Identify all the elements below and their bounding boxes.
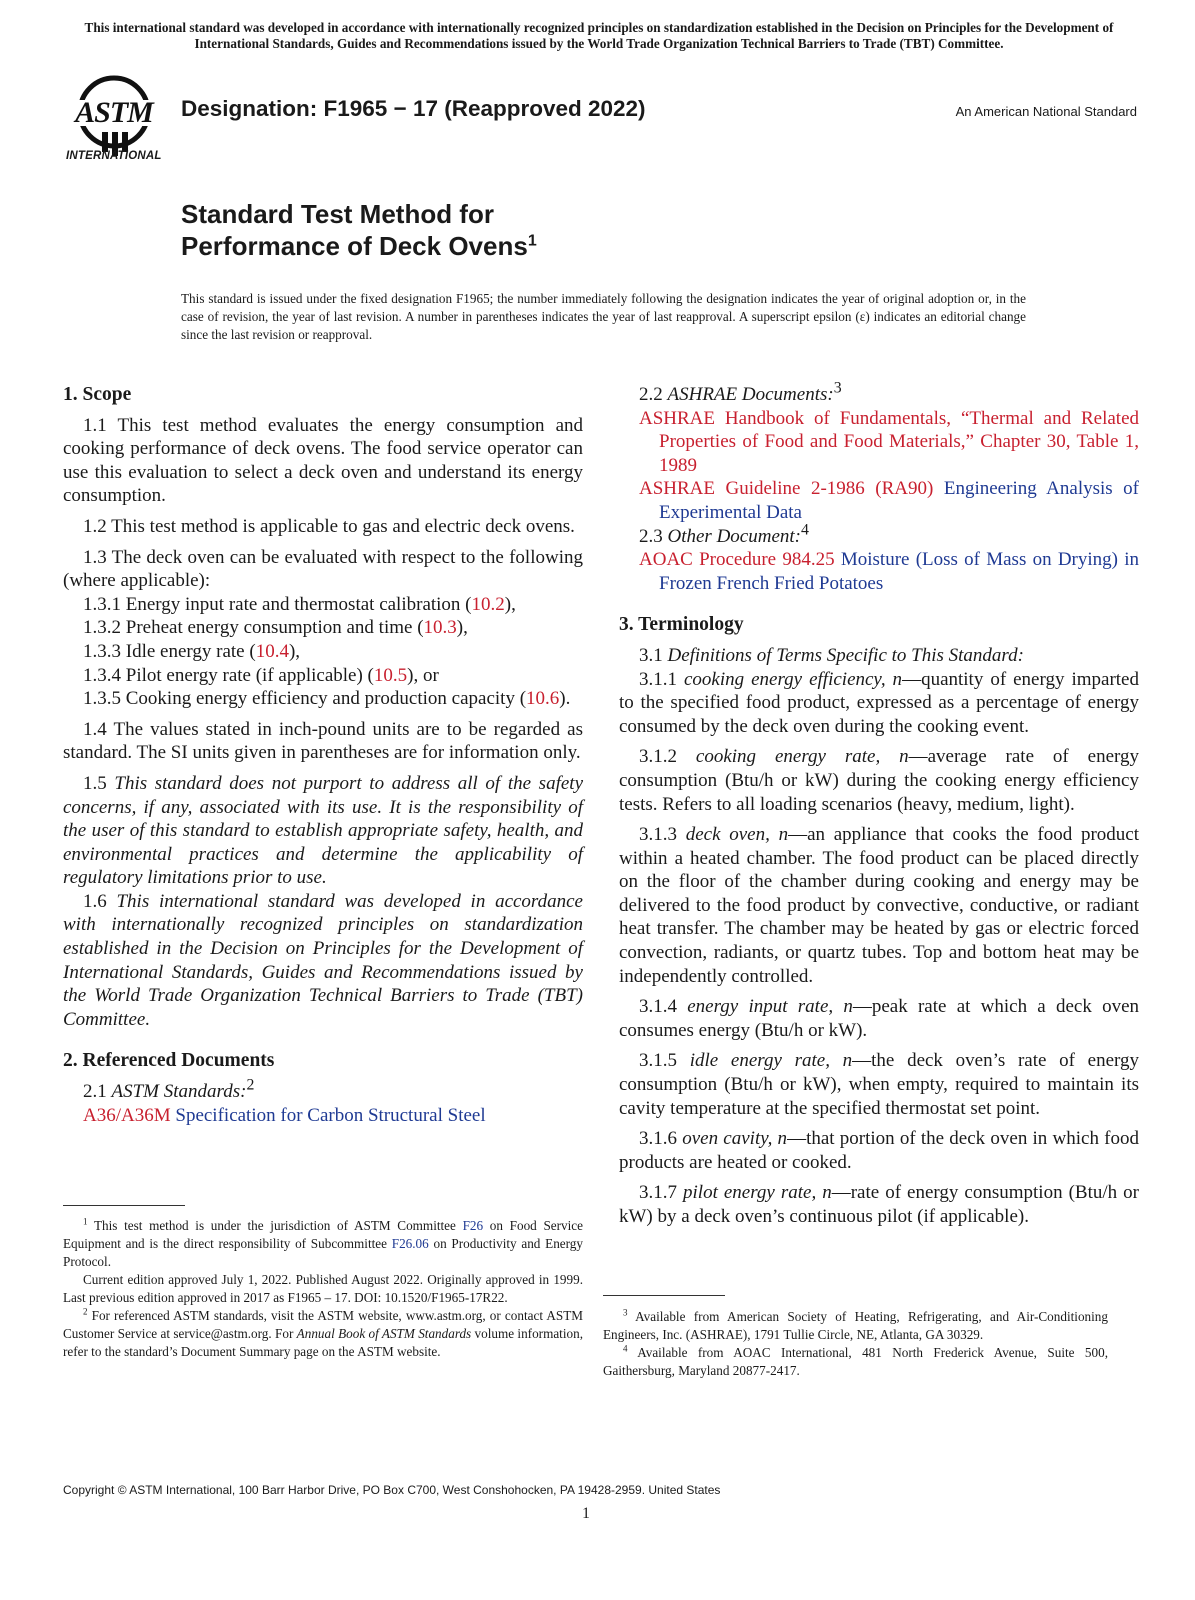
term-number: 3.1.3: [639, 824, 677, 846]
xref-link[interactable]: 10.6: [526, 688, 560, 710]
para-1-1: 1.1 This test method evaluates the energy consumption and cooking performance of deck ovens. The food service operator can use this evaluation to select a deck oven and understand its energy consumption.: [63, 414, 583, 507]
astm-standards-label: [63, 1076, 583, 1104]
list-item: [63, 664, 583, 688]
item-text: 1.3.4 Pilot energy rate (if applicable) (: [83, 664, 374, 686]
list-item: [63, 593, 583, 617]
para-1-2: 1.2 This test method is applicable to gas and electric deck ovens.: [83, 515, 575, 537]
term-definition: [619, 668, 1139, 739]
term-number: 3.1.4: [639, 996, 677, 1018]
footnote-ref[interactable]: 3: [833, 379, 842, 397]
term-name: energy input rate, n: [687, 996, 853, 1018]
item-end: ), or: [407, 664, 439, 686]
list-item: [63, 687, 583, 711]
para-1-5-text: This standard does not purport to address all of the safety concerns, if any, associated with its use. It is the responsibility of the user of this standard to establish appropriate safety, health, and environmental practices and determine the applicability of regulatory limitations prior to use.: [63, 772, 583, 889]
list-item: [63, 640, 583, 664]
astm-reference: [63, 1104, 583, 1128]
term-text: —an appliance that cooks the food product within a heated chamber. The food product can be placed directly on the floor of the chamber during cooking and energy may be delivered to the food product by convective, conductive, or radiant heat transfer. The chamber may be heated by gas or electric forced convection, radiants, or quartz tubes. Top and bottom heat may be independently controlled.: [619, 824, 1139, 987]
footnote-4: [603, 1344, 1108, 1380]
xref-link[interactable]: 10.4: [255, 640, 289, 662]
term-name: oven cavity, n: [682, 1128, 788, 1150]
term-text: —quantity of energy imparted to the specified food product, expressed as a percentage of energy consumed by the deck oven during the cooking event.: [619, 668, 1139, 737]
section-referenced-heading: 2. Referenced Documents: [63, 1050, 275, 1072]
footnote-number: 1: [83, 1216, 88, 1227]
ashrae-reference-1[interactable]: ASHRAE Handbook of Fundamentals, “Thermal and Related Properties of Food and Food Materials,” Chapter 30, Table 1, 1989: [639, 407, 1139, 476]
label-text: Other Document:: [667, 525, 801, 547]
right-column: [619, 379, 1140, 1229]
ref-title-link[interactable]: Moisture (Loss of Mass on Drying) in Frozen French Fried Potatoes: [659, 549, 1140, 594]
ref-code-link[interactable]: AOAC Procedure 984.25: [639, 549, 835, 571]
fn-italic: Annual Book of ASTM Standards: [296, 1326, 472, 1341]
item-text: 1.3.5 Cooking energy efficiency and production capacity (: [83, 688, 527, 710]
aoac-reference: [619, 548, 1139, 595]
term-name: cooking energy efficiency, n: [683, 668, 903, 690]
item-end: ),: [288, 640, 301, 662]
title-line-2-text: Performance of Deck Ovens: [181, 231, 528, 261]
term-text: —peak rate at which a deck oven consumes energy (Btu/h or kW).: [619, 996, 1140, 1041]
issuance-statement: This standard is issued under the fixed designation F1965; the number immediately following the designation indicates the year of original adoption or, in the case of revision, the year of last revision. A number in parentheses indicates the year of last reapproval. A superscript epsilon (ε) indicates an editorial change since the last revision or reapproval.: [181, 291, 1026, 342]
footnote-3: [603, 1308, 1108, 1344]
term-text: —the deck oven’s rate of energy consumption (Btu/h or kW), when empty, required to maintain its cavity temperature at the specified thermostat set point.: [619, 1050, 1139, 1119]
fn-text: on Productivity and Energy Protocol.: [63, 1236, 583, 1269]
para-1-4: 1.4 The values stated in inch-pound units are to be regarded as standard. The SI units given in parentheses are for information only.: [63, 718, 583, 764]
footnote-number: 3: [623, 1307, 628, 1318]
term-text: —average rate of energy consumption (Btu/h or kW) during the cooking energy efficiency tests. Refers to all loading scenarios (heavy, medium, light).: [619, 746, 1139, 815]
page-number: 1: [582, 1505, 590, 1522]
term-name: idle energy rate, n: [689, 1050, 853, 1072]
national-standard-label: An American National Standard: [955, 104, 1137, 119]
term-definition: [619, 1049, 1139, 1120]
para-1-3: 1.3 The deck oven can be evaluated with respect to the following (where applicable):: [63, 546, 583, 592]
term-definition: [619, 1127, 1139, 1174]
footnotes-right: [603, 1308, 1108, 1380]
xref-link[interactable]: 10.3: [423, 617, 457, 639]
fn-text: volume information, refer to the standard’s Document Summary page on the ASTM website.: [63, 1326, 583, 1359]
item-text: 1.3.2 Preheat energy consumption and time (: [83, 617, 424, 639]
term-name: pilot energy rate, n: [683, 1182, 832, 1204]
item-end: ),: [456, 617, 468, 639]
para-number: 2.1: [83, 1081, 107, 1103]
page-title: [181, 198, 537, 262]
footnote-1: [63, 1217, 583, 1271]
term-number: 3.1.2: [639, 746, 677, 768]
para-number: 2.2: [639, 384, 663, 405]
footnote-ref[interactable]: 4: [801, 521, 809, 539]
fn-text: This test method is under the jurisdiction of ASTM Committee: [93, 1218, 463, 1233]
footnote-2: [63, 1307, 583, 1361]
fn-text: For referenced ASTM standards, visit the ASTM website, www.astm.org, or contact ASTM Customer Service at service@astm.org. For: [63, 1308, 584, 1341]
item-end: ).: [559, 688, 571, 710]
left-column: [63, 383, 583, 1127]
item-text: 1.3.1 Energy input rate and thermostat calibration (: [83, 593, 472, 615]
footnote-ref[interactable]: 2: [246, 1076, 255, 1094]
ref-title-link[interactable]: Engineering Analysis of Experimental Data: [659, 478, 1140, 523]
footnote-rule-left: [63, 1205, 185, 1206]
list-item: [63, 616, 583, 640]
footnote-number: 2: [83, 1306, 88, 1317]
section-terminology-heading: 3. Terminology: [619, 614, 744, 636]
term-definition: [619, 745, 1139, 816]
para-number: 3.1: [639, 644, 663, 666]
term-number: 3.1.1: [639, 668, 677, 690]
designation: Designation: F1965 − 17 (Reapproved 2022): [181, 96, 646, 121]
title-line-2: [181, 230, 537, 262]
term-definition: [619, 1181, 1139, 1228]
ref-title-link[interactable]: Specification for Carbon Structural Steel: [175, 1104, 486, 1126]
term-number: 3.1.7: [639, 1182, 677, 1204]
ref-code-link[interactable]: A36/A36M: [83, 1104, 171, 1126]
term-number: 3.1.5: [639, 1050, 677, 1072]
term-text: —rate of energy consumption (Btu/h or kW) by a deck oven’s continuous pilot (if applicable).: [619, 1182, 1139, 1227]
term-text: —that portion of the deck oven in which food products are heated or cooked.: [619, 1128, 1139, 1173]
subcommittee-link[interactable]: F26.06: [391, 1236, 429, 1251]
term-name: deck oven, n: [685, 824, 789, 846]
ref-code-link[interactable]: ASHRAE Guideline 2-1986 (RA90): [639, 478, 934, 500]
footnotes-left: [63, 1217, 583, 1361]
fn-text: Available from AOAC International, 481 North Frederick Avenue, Suite 500, Gaithersburg, Maryland 20877-2417.: [603, 1345, 1108, 1378]
label-text: ASHRAE Documents:: [667, 384, 834, 405]
item-end: ),: [504, 593, 516, 615]
wto-notice: This international standard was developed in accordance with internationally recognized principles on standardization established in the Decision on Principles for the Development of International Standards, Guides and Recommendations issued by the World Trade Organization Technical Barriers to Trade (TBT) Committee.: [84, 20, 1114, 51]
definitions-label: [619, 644, 1139, 668]
footnote-number: 4: [623, 1343, 628, 1354]
term-definition: [619, 823, 1139, 988]
footnote-rule-right: [603, 1295, 725, 1296]
copyright-notice: Copyright © ASTM International, 100 Barr Harbor Drive, PO Box C700, West Conshohocken, PA 19428-2959. United States: [63, 1483, 721, 1497]
para-1-6-text: This international standard was developed in accordance with internationally recognized principles on standardization established in the Decision on Principles for the Development of International Standards, Guides and Recommendations issued by the World Trade Organization Technical Barriers to Trade (TBT) Committee.: [63, 890, 583, 1030]
footnote-1-edition: Current edition approved July 1, 2022. Published August 2022. Originally approved in 1999. Last previous edition approved in 2017 as F1965 – 17. DOI: 10.1520/F1965-17R22.: [63, 1272, 583, 1305]
para-1-6: [63, 890, 583, 1032]
committee-link[interactable]: F26: [462, 1218, 484, 1233]
para-number: 2.3: [639, 525, 663, 547]
svg-text:ASTM: ASTM: [75, 96, 153, 129]
item-text: 1.3.3 Idle energy rate (: [83, 640, 256, 662]
para-number: 1.5: [83, 772, 107, 794]
xref-link[interactable]: 10.2: [471, 593, 505, 615]
term-name: cooking energy rate, n: [695, 746, 909, 768]
fn-text: on Food Service Equipment and is the direct responsibility of Subcommittee: [63, 1218, 583, 1251]
ashrae-documents-label: [619, 379, 1139, 407]
title-line-1: Standard Test Method for: [181, 199, 494, 229]
section-scope-heading: 1. Scope: [63, 384, 132, 405]
para-1-5: [63, 772, 583, 890]
title-footnote-ref[interactable]: 1: [527, 232, 537, 250]
term-definition: [619, 995, 1139, 1042]
label-text: ASTM Standards:: [111, 1081, 247, 1103]
fn-text: Available from American Society of Heating, Refrigerating, and Air-Conditioning Engineers, Inc. (ASHRAE), 1791 Tullie Circle, NE, Atlanta, GA 30329.: [603, 1309, 1108, 1342]
term-number: 3.1.6: [639, 1128, 677, 1150]
para-number: 1.6: [83, 890, 107, 912]
logo-international: INTERNATIONAL: [66, 150, 162, 162]
ashrae-reference-2: [619, 477, 1139, 524]
xref-link[interactable]: 10.5: [373, 664, 408, 686]
label-text: Definitions of Terms Specific to This Standard:: [667, 644, 1024, 666]
other-document-label: [619, 521, 1139, 549]
